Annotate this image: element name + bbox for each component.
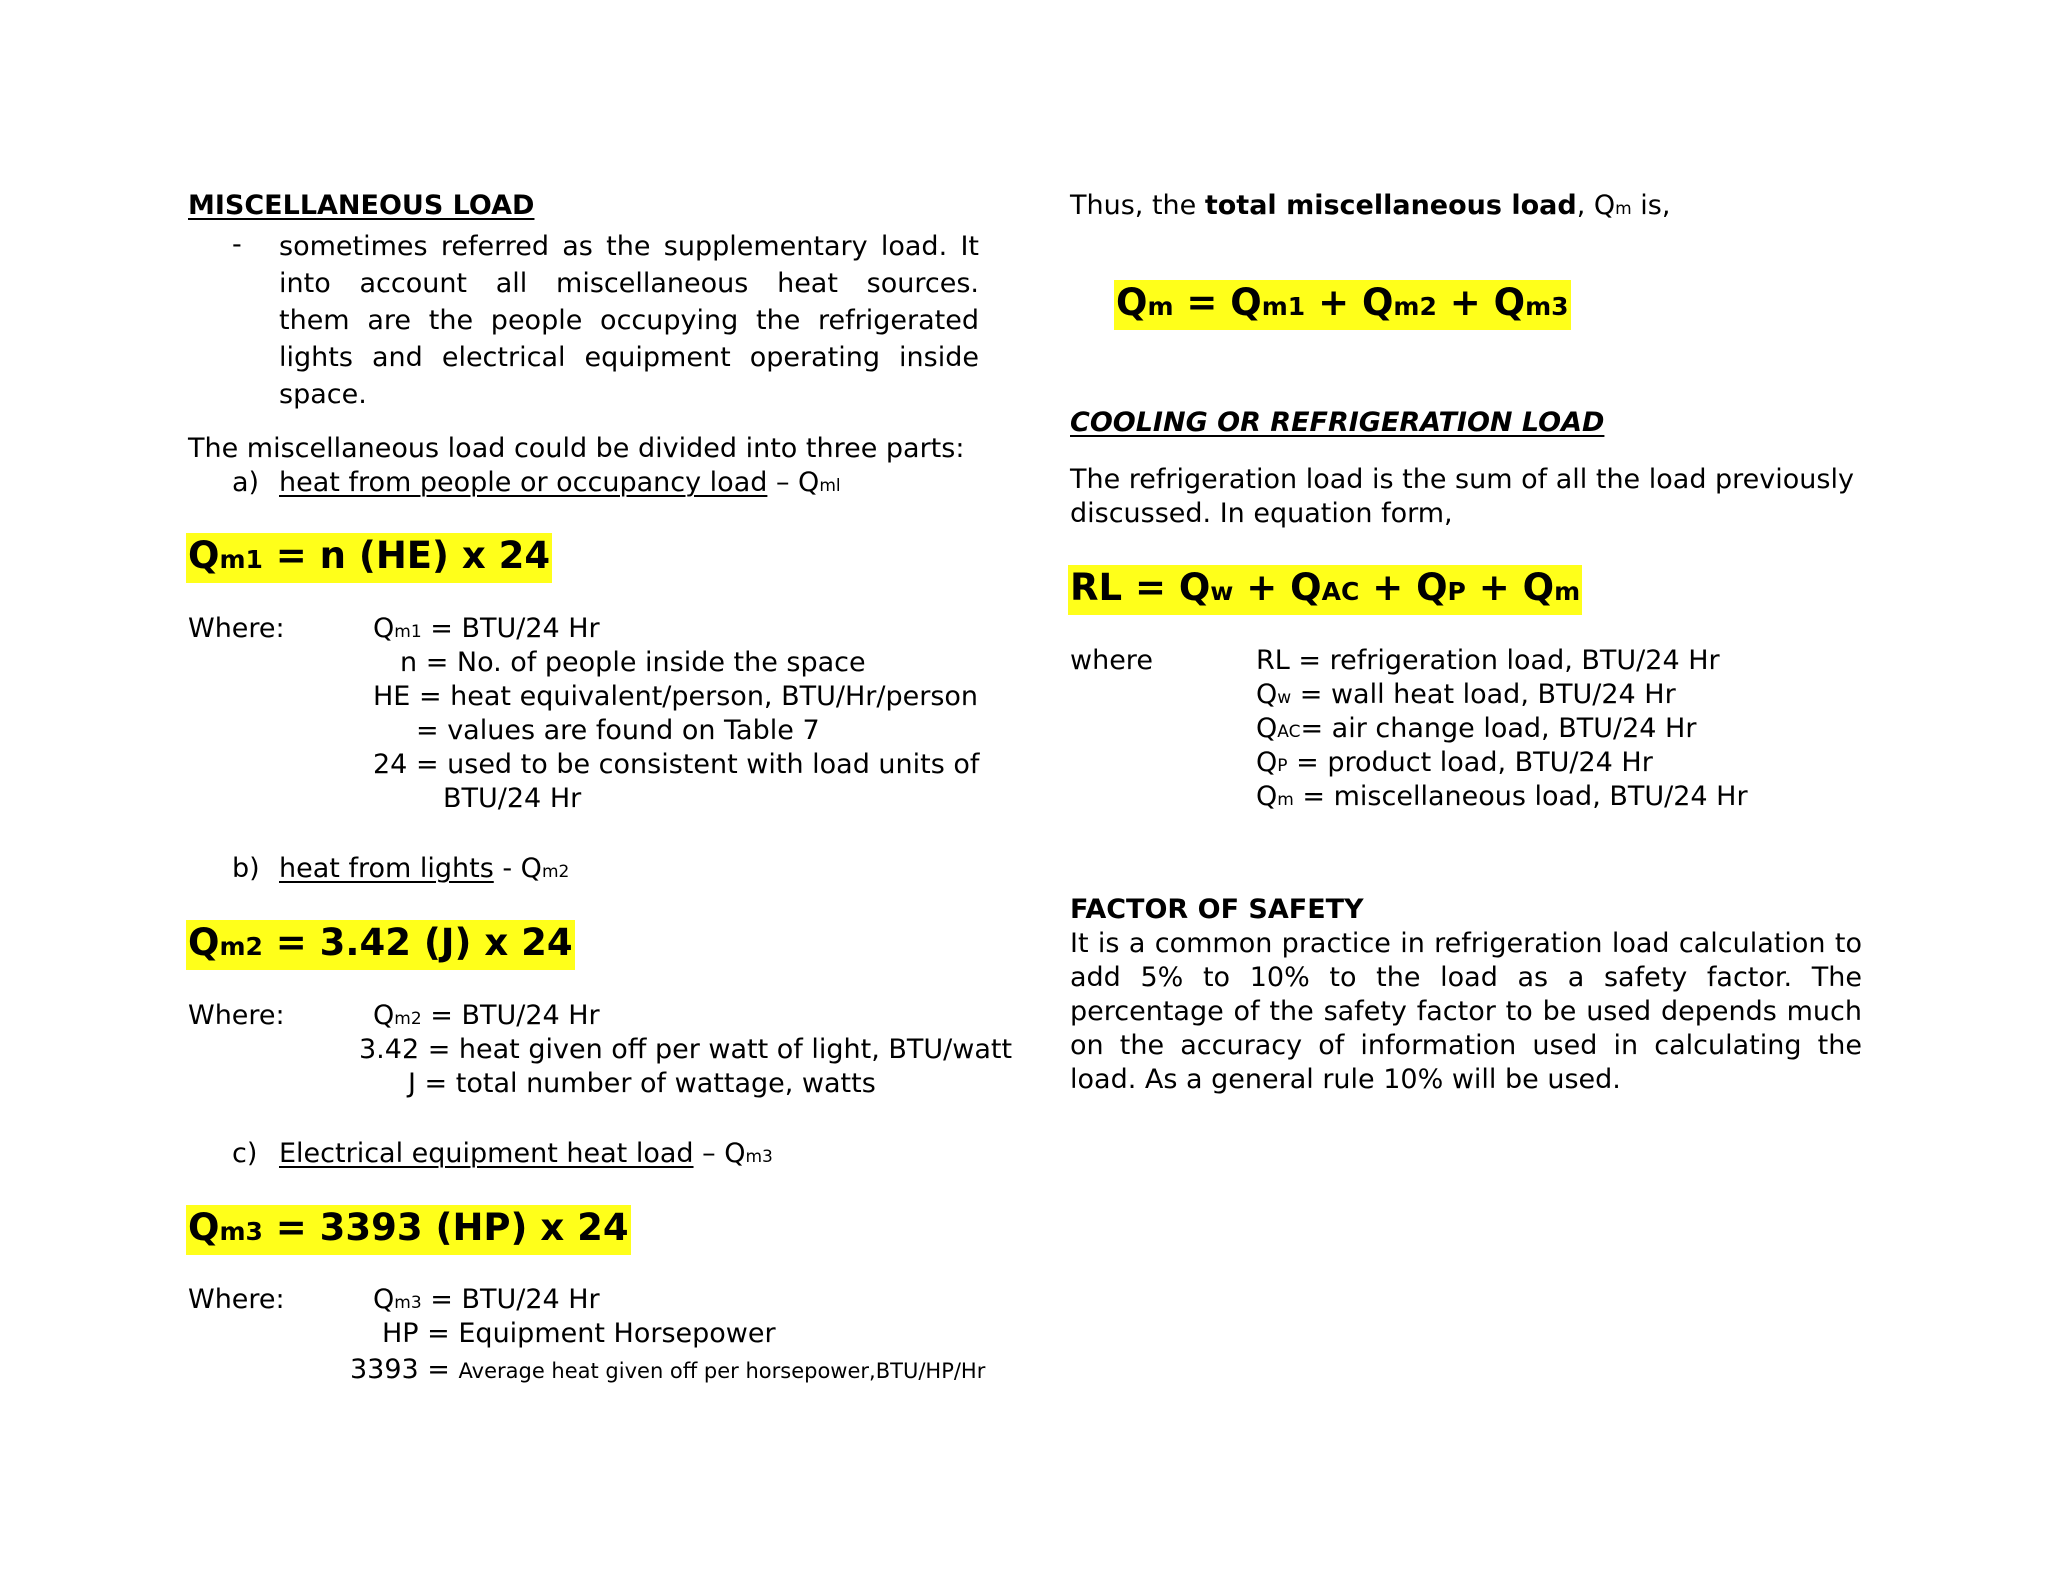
thus-line: Thus, the total miscellaneous load, Qm is,: [1070, 190, 1671, 221]
intro-text: The miscellaneous load could be divided into three parts:: [188, 433, 965, 464]
eq-q: Q: [188, 534, 220, 577]
where-line: = values are found on Table 7: [416, 715, 820, 746]
where-line: Qm2 = BTU/24 Hr: [373, 1000, 600, 1031]
equation-qm2: Qm2 = 3.42 (J) x 24: [186, 920, 575, 970]
part-b-marker: b): [232, 853, 260, 884]
bullet-line: them are the people occupying the refrigerated: [279, 305, 979, 336]
part-a-title: heat from people or occupancy load: [279, 467, 768, 498]
where-label: Where:: [188, 1000, 285, 1031]
part-a-marker: a): [232, 467, 260, 498]
where-line: 24 = used to be consistent with load units of: [373, 749, 980, 780]
rl-where-line: RL = refrigeration load, BTU/24 Hr: [1256, 645, 1720, 676]
bullet-line: lights and electrical equipment operating inside: [279, 342, 979, 373]
where-label: Where:: [188, 613, 285, 644]
part-a-sub: ml: [819, 476, 841, 496]
eq-rest: = n (HE) x 24: [262, 534, 551, 577]
bullet-line: space.: [279, 379, 367, 410]
equation-rl: RL = Qw + QAC + QP + Qm: [1068, 565, 1582, 615]
bullet-paragraph: [279, 228, 979, 413]
part-b-title: heat from lights: [279, 853, 494, 884]
eq-sub: m1: [219, 545, 263, 574]
part-a-label: [279, 466, 841, 503]
where-line: Qm3 = BTU/24 Hr: [373, 1284, 600, 1315]
safety-paragraph: It is a common practice in refrigeration load calculation to add 5% to 10% to the load as a safety factor. The percentage of the safety factor to be used depends much on the accuracy of information used in calculating the load. As a general rule 10% will be used.: [1070, 928, 1862, 1095]
section-heading-miscellaneous-load: MISCELLANEOUS LOAD: [188, 190, 535, 221]
part-c-marker: c): [232, 1138, 258, 1169]
cooling-text: The refrigeration load is the sum of all the load previously: [1070, 464, 1854, 495]
where-line: 3393 = Average heat given off per horsepower,BTU/HP/Hr: [350, 1354, 986, 1385]
bullet-line: sometimes referred as the supplementary load. It: [279, 231, 979, 262]
bullet-marker: -: [232, 229, 242, 260]
part-b-sub: m2: [541, 862, 570, 882]
rl-where-line: QP = product load, BTU/24 Hr: [1256, 747, 1653, 778]
part-a-sep: – Q: [767, 467, 820, 498]
where-line: HE = heat equivalent/person, BTU/Hr/person: [373, 681, 979, 712]
part-b-label: [279, 852, 569, 889]
rl-where-line: QAC= air change load, BTU/24 Hr: [1256, 713, 1697, 744]
bullet-line: into account all miscellaneous heat sources.: [279, 268, 979, 299]
equation-qm3: Qm3 = 3393 (HP) x 24: [186, 1205, 631, 1255]
part-c-sep: – Q: [693, 1138, 746, 1169]
section-heading-cooling-load: COOLING OR REFRIGERATION LOAD: [1070, 407, 1605, 438]
where-line: BTU/24 Hr: [443, 783, 582, 814]
where-line: Qm1 = BTU/24 Hr: [373, 613, 600, 644]
where-line: 3.42 = heat given off per watt of light, BTU/watt: [359, 1034, 1013, 1065]
part-b-sep: - Q: [493, 853, 542, 884]
cooling-text: discussed. In equation form,: [1070, 498, 1453, 529]
where-label: where: [1070, 645, 1153, 676]
where-line: HP = Equipment Horsepower: [382, 1318, 776, 1349]
where-label: Where:: [188, 1284, 285, 1315]
rl-where-line: Qw = wall heat load, BTU/24 Hr: [1256, 679, 1676, 710]
part-c-label: [279, 1137, 773, 1174]
where-line: n = No. of people inside the space: [400, 647, 866, 678]
section-heading-factor-of-safety: FACTOR OF SAFETY: [1070, 894, 1364, 925]
part-c-sub: m3: [745, 1147, 773, 1167]
equation-qm1: [186, 533, 552, 583]
part-c-title: Electrical equipment heat load: [279, 1138, 694, 1169]
where-line: J = total number of wattage, watts: [408, 1068, 876, 1099]
rl-where-line: Qm = miscellaneous load, BTU/24 Hr: [1256, 781, 1748, 812]
equation-qm-total: Qm = Qm1 + Qm2 + Qm3: [1114, 280, 1571, 330]
